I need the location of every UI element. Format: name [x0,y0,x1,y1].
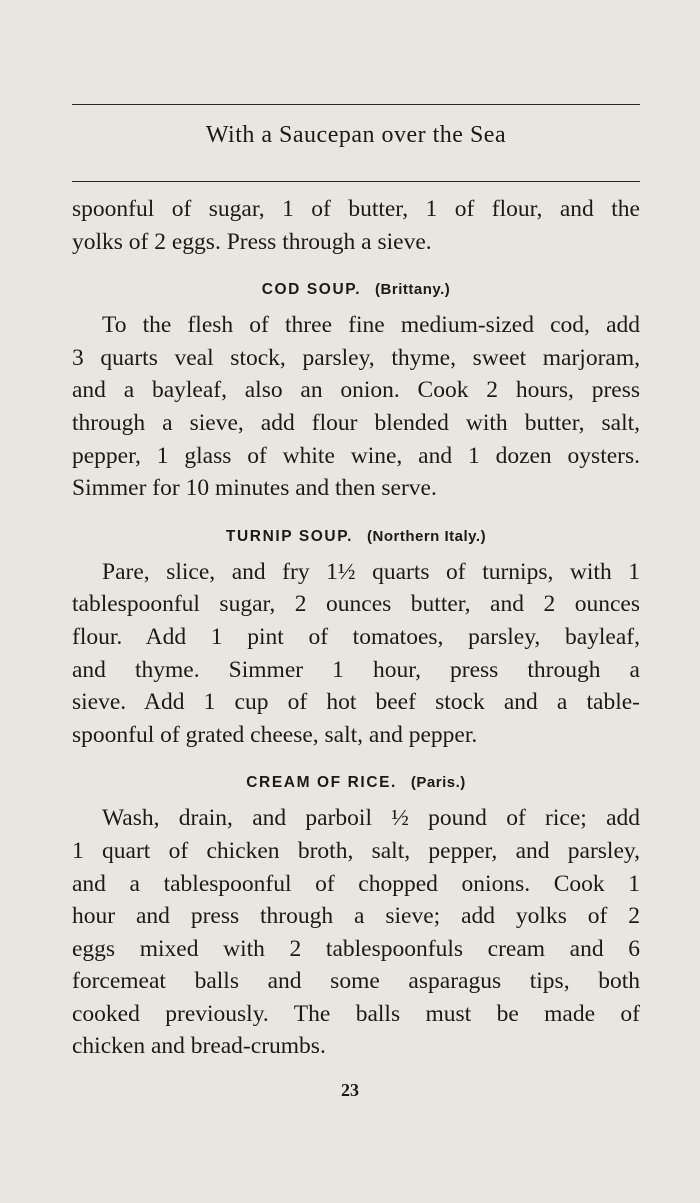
text-line: forcemeat balls and some asparagus tips, both [72,968,640,995]
text-line: sieve. Add 1 cup of hot beef stock and a table- [72,689,640,716]
recipe-origin: (Brittany.) [375,281,451,299]
header-rule-top [72,104,640,105]
text-line: 3 quarts veal stock, parsley, thyme, sweet marjoram, [72,344,640,371]
text-line: 1 quart of chicken broth, salt, pepper, and parsley, [72,837,640,864]
recipe-title: CREAM OF RICE. [246,774,397,792]
text-line: eggs mixed with 2 tablespoonfuls cream and 6 [72,935,640,962]
text-line: tablespoonful sugar, 2 ounces butter, and 2 ounces [72,591,640,618]
text-line: spoonful of sugar, 1 of butter, 1 of flour, and the [72,196,640,222]
text-line: Pare, slice, and fry 1½ quarts of turnips, with 1 [102,558,640,585]
text-line: Simmer for 10 minutes and then serve. [72,475,437,502]
recipe-heading-turnip-soup [72,527,640,547]
text-line: chicken and bread-crumbs. [72,1033,326,1060]
running-header: With a Saucepan over the Sea [205,122,507,148]
text-line: To the flesh of three fine medium-sized cod, add [102,312,640,339]
header-rule-bottom [72,181,640,182]
recipe-title: TURNIP SOUP. [225,527,354,545]
text-line: yolks of 2 eggs. Press through a sieve. [72,228,432,255]
recipe-title: COD SOUP. [261,281,362,299]
recipe-origin: (Northern Italy.) [367,527,487,545]
text-line: through a sieve, add flour blended with butter, salt, [72,409,640,436]
text-line: spoonful of grated cheese, salt, and pepper. [72,721,478,748]
text-line: cooked previously. The balls must be made of [72,1000,640,1027]
text-line: and a bayleaf, also an onion. Cook 2 hours, press [72,377,640,404]
page-body [72,193,640,1063]
recipe-origin: (Paris.) [410,774,466,792]
text-line: and a tablespoonful of chopped onions. Cook 1 [72,870,640,897]
text-line: flour. Add 1 pint of tomatoes, parsley, bayleaf, [72,623,640,650]
text-line: Wash, drain, and parboil ½ pound of rice; add [102,805,640,832]
page-number: 23 [341,1080,359,1100]
text-line: and thyme. Simmer 1 hour, press through a [72,656,640,683]
recipe-heading-cream-of-rice [72,773,640,793]
recipe-heading-cod-soup [72,280,640,300]
text-line: pepper, 1 glass of white wine, and 1 dozen oysters. [72,442,640,469]
text-line: hour and press through a sieve; add yolks of 2 [72,903,640,930]
